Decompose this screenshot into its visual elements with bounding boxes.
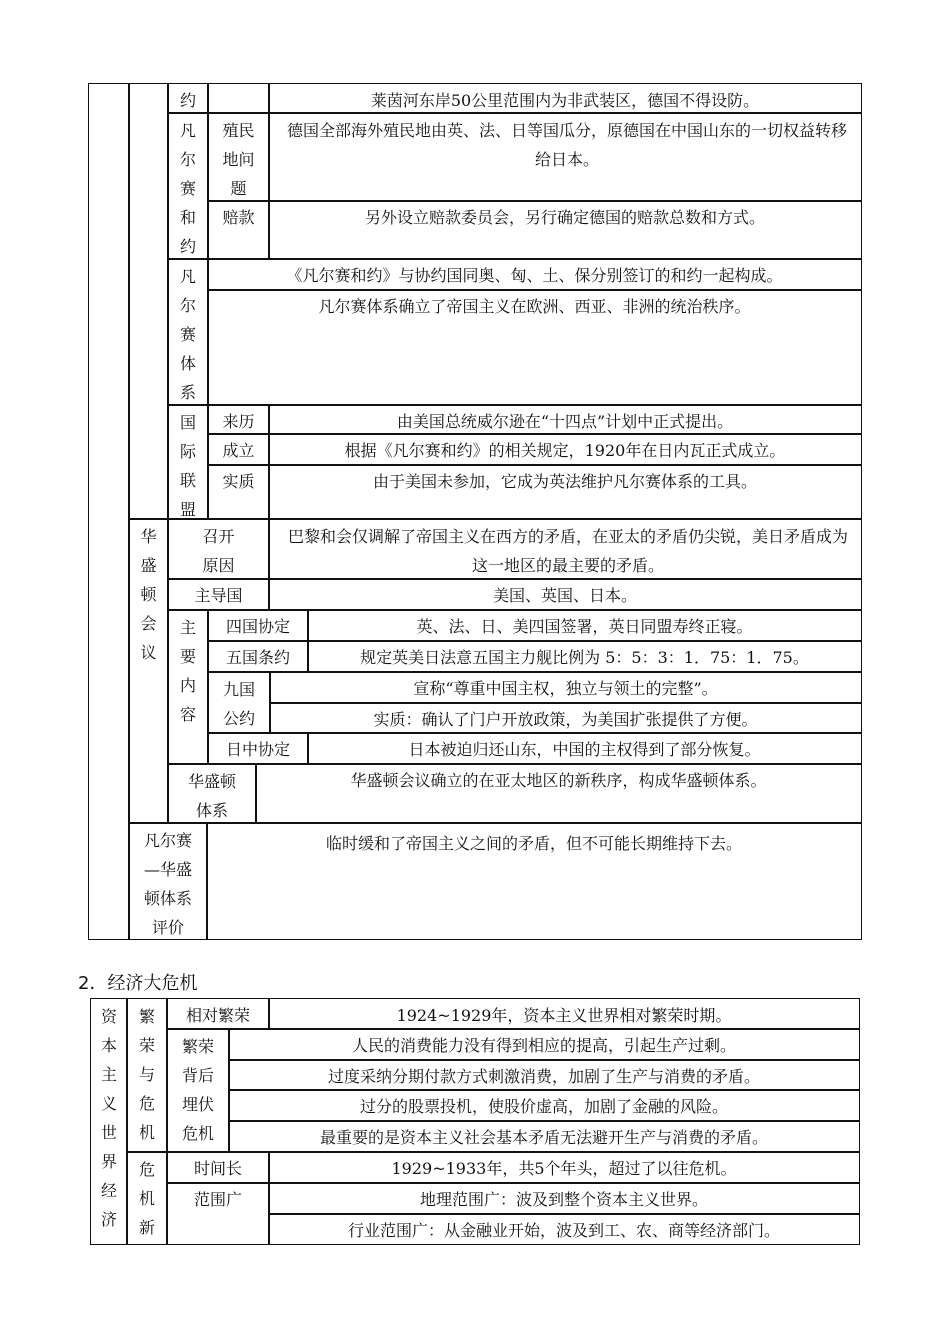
empty-cell: [207, 83, 270, 114]
sino-japan-text: 日本被迫归还山东，中国的主权得到了部分恢复。: [307, 732, 862, 765]
evaluation-text: 临时缓和了帝国主义之间的矛盾，但不可能长期维持下去。: [206, 822, 862, 940]
crisis-new-label: 危 机 新: [126, 1151, 168, 1245]
rhine-text: 莱茵河东岸50公里范围内为非武装区，德国不得设防。: [268, 83, 862, 114]
league-founding-label: 成立: [207, 433, 270, 466]
treaty-label-top: 约: [167, 83, 209, 114]
nine-power-label: 九国 公约: [207, 671, 271, 734]
washington-conference-label: 华 盛 顿 会 议: [128, 518, 169, 824]
relative-prosperity-text: 1924~1929年，资本主义世界相对繁荣时期。: [268, 998, 860, 1030]
scope-text-2: 行业范围广：从金融业开始，波及到工、农、商等经济部门。: [268, 1213, 860, 1245]
system-row1: 《凡尔赛和约》与协约国同奥、匈、土、保分别签订的和约一起构成。: [207, 258, 862, 291]
section-heading-economic-crisis: 2．经济大危机: [78, 973, 198, 994]
scope-text-1: 地理范围广：波及到整个资本主义世界。: [268, 1182, 860, 1215]
five-power-text: 规定英美日法意五国主力舰比例为 5：5：3：1．75：1．75。: [307, 640, 862, 673]
reason-text: 巴黎和会仅调解了帝国主义在西方的矛盾，在亚太的矛盾仍尖锐，美日矛盾成为这一地区的最主要的矛盾。: [268, 518, 862, 580]
relative-prosperity-label: 相对繁荣: [166, 998, 270, 1030]
hidden-crisis-text-4: 最重要的是资本主义社会基本矛盾无法避开生产与消费的矛盾。: [228, 1120, 860, 1153]
five-power-label: 五国条约: [207, 640, 309, 673]
evaluation-label: 凡尔赛 —华盛 顿体系 评价: [128, 822, 208, 940]
washington-system-text: 华盛顿会议确立的在亚太地区的新秩序，构成华盛顿体系。: [255, 763, 862, 824]
nine-power-text-2: 实质：确认了门户开放政策，为美国扩张提供了方便。: [269, 702, 862, 734]
versailles-treaty-label: 凡 尔 赛 和 约: [167, 112, 209, 260]
nine-power-text-1: 宣称“尊重中国主权，独立与领土的完整”。: [269, 671, 862, 704]
capitalist-economy-label: 资 本 主 义 世 界 经 济: [90, 998, 128, 1245]
washington-system-label: 华盛顿 体系: [167, 763, 257, 824]
four-power-label: 四国协定: [207, 609, 309, 642]
reason-label: 召开 原因: [167, 518, 270, 580]
leading-label: 主导国: [167, 578, 270, 611]
main-content-label: 主 要 内 容: [167, 609, 209, 765]
versailles-system-label: 凡 尔 赛 体 系: [167, 258, 209, 406]
league-origin-label: 来历: [207, 404, 270, 435]
hidden-crisis-text-1: 人民的消费能力没有得到相应的提高，引起生产过剩。: [228, 1028, 860, 1061]
league-origin-text: 由美国总统威尔逊在“十四点”计划中正式提出。: [268, 404, 862, 435]
leading-text: 美国、英国、日本。: [268, 578, 862, 611]
colonies-label: 殖民 地问 题: [207, 112, 270, 202]
colonies-text: 德国全部海外殖民地由英、法、日等国瓜分，原德国在中国山东的一切权益转移给日本。: [268, 112, 862, 202]
prosperity-crisis-label: 繁 荣 与 危 机: [126, 998, 168, 1153]
league-label: 国 际 联 盟: [167, 404, 209, 520]
outer-left-column: [88, 83, 130, 940]
hidden-crisis-text-2: 过度采纳分期付款方式刺激消费，加剧了生产与消费的矛盾。: [228, 1059, 860, 1091]
duration-label: 时间长: [166, 1151, 270, 1184]
reparations-text: 另外设立赔款委员会，另行确定德国的赔款总数和方式。: [268, 200, 862, 260]
paris-conference-column: [128, 83, 169, 520]
sino-japan-label: 日中协定: [207, 732, 309, 765]
four-power-text: 英、法、日、美四国签署，英日同盟寿终正寝。: [307, 609, 862, 642]
system-row2: 凡尔赛体系确立了帝国主义在欧洲、西亚、非洲的统治秩序。: [207, 289, 862, 406]
hidden-crisis-text-3: 过分的股票投机，使股价虚高，加剧了金融的风险。: [228, 1089, 860, 1122]
league-founding-text: 根据《凡尔赛和约》的相关规定，1920年在日内瓦正式成立。: [268, 433, 862, 466]
reparations-label: 赔款: [207, 200, 270, 260]
scope-label: 范围广: [166, 1182, 270, 1245]
league-essence-label: 实质: [207, 464, 270, 520]
league-essence-text: 由于美国未参加，它成为英法维护凡尔赛体系的工具。: [268, 464, 862, 520]
hidden-crisis-label: 繁荣 背后 埋伏 危机: [166, 1028, 230, 1153]
duration-text: 1929~1933年，共5个年头，超过了以往危机。: [268, 1151, 860, 1184]
